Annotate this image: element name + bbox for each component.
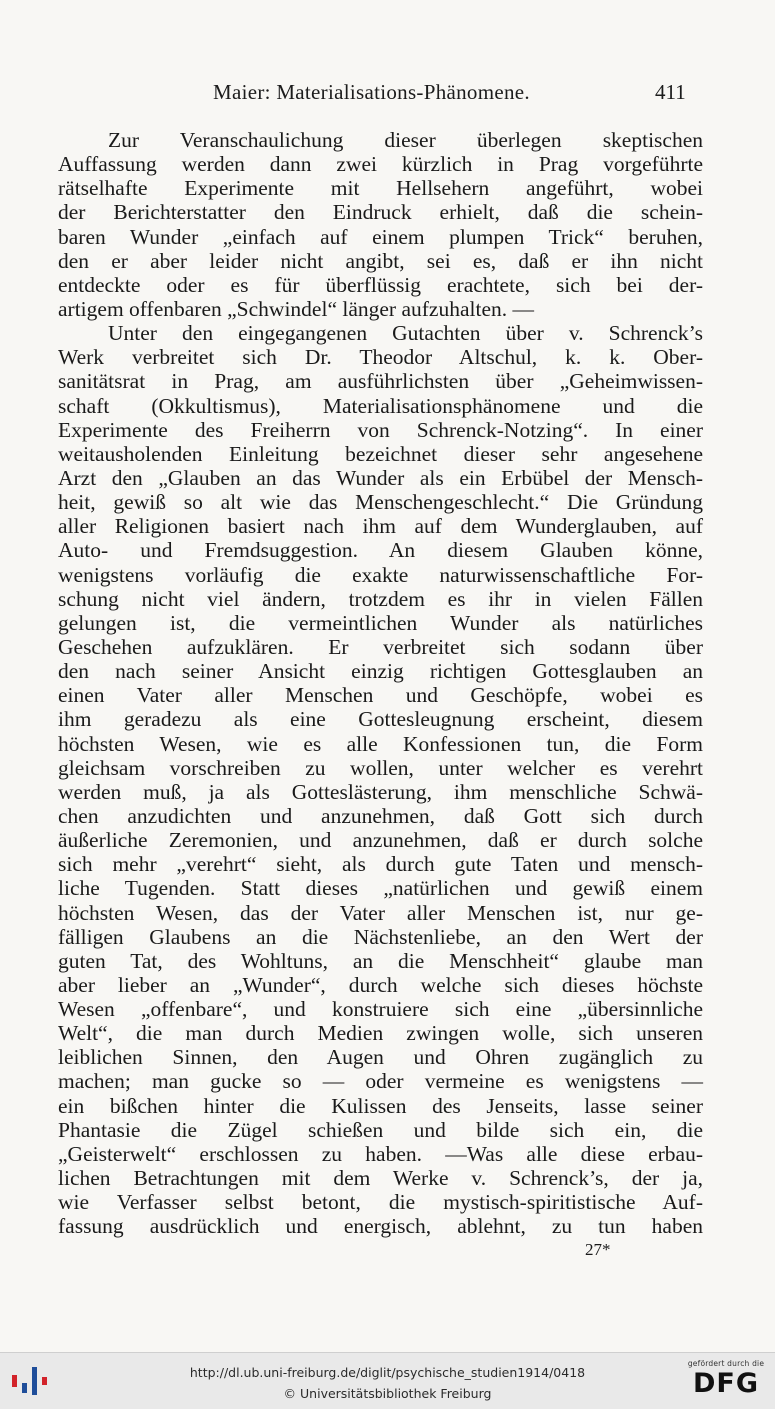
text-line: lichen Betrachtungen mit dem Werke v. Schrenck’s, der ja,	[58, 1166, 703, 1191]
text-line: wenigstens vorläufig die exakte naturwissenschaftliche For-	[58, 562, 703, 587]
text-line: chen anzudichten und anzunehmen, daß Gott sich durch	[58, 803, 703, 828]
running-title: Maier: Materialisations-Phänomene.	[213, 80, 530, 104]
text-line: schaft (Okkultismus), Materialisationsphänomene und die	[58, 393, 703, 418]
text-line: Arzt den „Glauben an das Wunder als ein Erbübel der Mensch-	[58, 465, 703, 490]
viewer-footer	[0, 1352, 775, 1409]
text-line: leiblichen Sinnen, den Augen und Ohren zugänglich zu	[58, 1045, 703, 1070]
text-line: heit, gewiß so alt wie das Menschengeschlecht.“ Die Gründung	[58, 490, 703, 515]
text-line: Welt“, die man durch Medien zwingen wolle, sich unseren	[58, 1021, 703, 1046]
page-number: 411	[655, 80, 686, 104]
text-line: gelungen ist, die vermeintlichen Wunder als natürliches	[58, 610, 703, 635]
text-line: äußerliche Zeremonien, und anzunehmen, daß er durch solche	[58, 828, 703, 853]
signature-mark: 27*	[585, 1240, 611, 1259]
text-line: den er aber leider nicht angibt, sei es, daß er ihn nicht	[58, 248, 703, 273]
text-line: weitausholenden Einleitung bezeichnet dieser sehr angesehene	[58, 441, 703, 466]
text-line: Auffassung werden dann zwei kürzlich in Prag vorgeführte	[58, 152, 703, 177]
text-line: fassung ausdrücklich und energisch, ablehnt, zu tun haben	[58, 1214, 703, 1239]
text-line: baren Wunder „einfach auf einem plumpen Trick“ beruhen,	[58, 224, 703, 249]
text-line: aller Religionen basiert nach ihm auf dem Wunderglauben, auf	[58, 514, 703, 539]
text-line: machen; man gucke so — oder vermeine es wenigstens —	[58, 1069, 703, 1094]
text-line: wie Verfasser selbst betont, die mystisch-spiritistische Auf-	[58, 1190, 703, 1215]
text-line: rätselhafte Experimente mit Hellsehern angeführt, wobei	[58, 176, 703, 201]
text-line: Werk verbreitet sich Dr. Theodor Altschul, k. k. Ober-	[58, 345, 703, 370]
text-line: artigem offenbaren „Schwindel“ länger aufzuhalten. —	[58, 296, 534, 321]
text-line: schung nicht viel ändern, trotzdem es ihr in vielen Fällen	[58, 586, 703, 611]
text-line: liche Tugenden. Statt dieses „natürlichen und gewiß einem	[58, 876, 703, 901]
dfg-logo	[685, 1359, 767, 1405]
text-line: Phantasie die Zügel schießen und bilde sich ein, die	[58, 1117, 703, 1142]
text-line: werden muß, ja als Gotteslästerung, ihm menschliche Schwä-	[58, 779, 703, 804]
copyright-text: © Universitätsbibliothek Freiburg	[283, 1386, 492, 1401]
text-line: gleichsam vorschreiben zu wollen, unter welcher es verehrt	[58, 755, 703, 780]
text-line: Zur Veranschaulichung dieser überlegen skeptischen	[108, 128, 703, 152]
text-line: Unter den eingegangenen Gutachten über v. Schrenck’s	[108, 321, 703, 346]
text-line: ihm geradezu als eine Gottesleugnung erscheint, diesem	[58, 707, 703, 732]
text-line: höchsten Wesen, wie es alle Konfessionen tun, die Form	[58, 731, 703, 756]
source-url-link[interactable]: http://dl.ub.uni-freiburg.de/diglit/psychische_studien1914/0418	[189, 1365, 586, 1380]
text-line: höchsten Wesen, das der Vater aller Menschen ist, nur ge-	[58, 900, 703, 925]
text-line: ein bißchen hinter die Kulissen des Jenseits, lasse seiner	[58, 1093, 703, 1118]
text-line: fälligen Glaubens an die Nächstenliebe, an den Wert der	[58, 924, 703, 949]
text-line: aber lieber an „Wunder“, durch welche sich dieses höchste	[58, 972, 703, 997]
page-header	[0, 80, 775, 110]
text-line: sich mehr „verehrt“ sieht, als durch gute Taten und mensch-	[58, 852, 703, 877]
text-line: Experimente des Freiherrn von Schrenck-Notzing“. In einer	[58, 417, 703, 442]
text-line: guten Tat, des Wohltuns, an die Menschheit“ glaube man	[58, 948, 703, 973]
text-line: einen Vater aller Menschen und Geschöpfe, wobei es	[58, 683, 703, 708]
text-line: entdeckte oder es für überflüssig erachtete, sich bei der-	[58, 272, 703, 297]
text-line: Auto- und Fremdsuggestion. An diesem Glauben könne,	[58, 538, 703, 563]
dfg-wordmark: DFG	[692, 1368, 760, 1399]
text-line: den nach seiner Ansicht einzig richtigen Gottesglauben an	[58, 659, 703, 684]
text-line: Wesen „offenbare“, und konstruiere sich eine „übersinnliche	[58, 997, 703, 1022]
text-line: der Berichterstatter den Eindruck erhielt, daß die schein-	[58, 200, 703, 225]
text-line: sanitätsrat in Prag, am ausführlichsten über „Geheimwissen-	[58, 369, 703, 394]
text-line: „Geisterwelt“ erschlossen zu haben. —Was alle diese erbau-	[58, 1141, 703, 1166]
text-line: Geschehen aufzuklären. Er verbreitet sich sodann über	[58, 634, 703, 659]
body-text	[58, 128, 703, 1238]
dfg-caption: gefördert durch die	[687, 1359, 765, 1368]
